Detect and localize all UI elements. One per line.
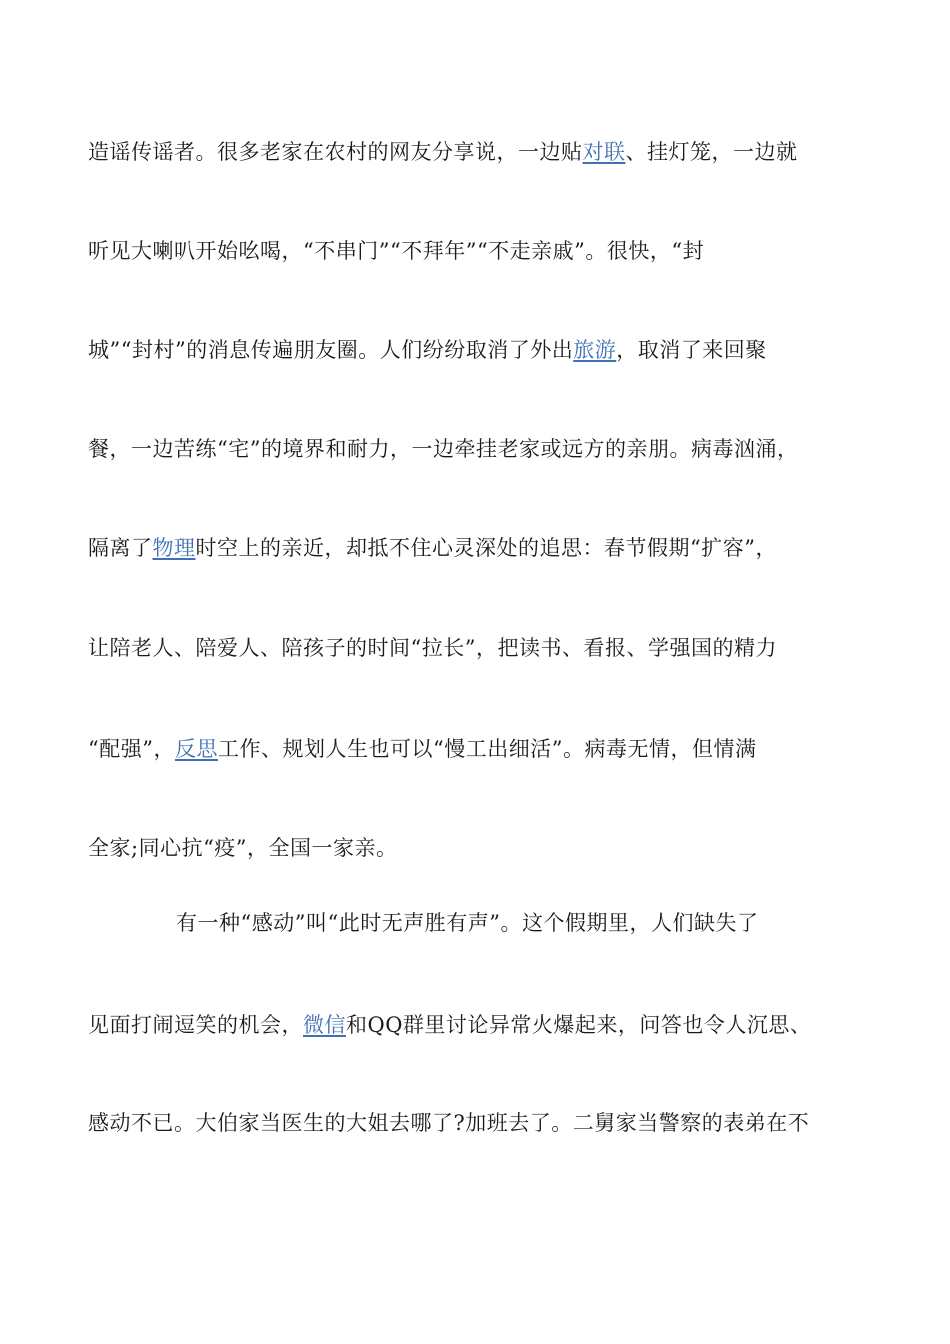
text-segment: 造谣传谣者。很多老家在农村的网友分享说，一边贴 [88,140,583,164]
text-segment: 餐，一边苦练“宅”的境界和耐力，一边牵挂老家或远方的亲朋。病毒汹涌， [88,437,799,461]
text-line-7 [88,735,756,763]
text-line-11 [88,1109,809,1137]
text-segment: 工作、规划人生也可以“慢工出细活”。病毒无情，但情满 [217,737,757,761]
link-lvyou[interactable]: 旅游 [573,338,617,362]
text-segment: 时空上的亲近，却抵不住心灵深处的追思：春节假期“扩容”， [195,536,777,560]
link-weixin[interactable]: 微信 [303,1013,346,1037]
text-segment: 全家;同心抗“疫”，全国一家亲。 [88,836,398,860]
text-line-6 [88,634,777,662]
link-fansi[interactable]: 反思 [174,737,218,761]
text-segment: 感动不已。大伯家当医生的大姐去哪了?加班去了。二舅家当警察的表弟在不 [88,1111,810,1135]
text-line-8 [88,834,398,862]
text-line-4 [88,435,798,463]
text-line-9 [176,909,758,937]
text-line-5 [88,534,777,562]
text-line-2 [88,237,704,265]
text-segment: 让陪老人、陪爱人、陪孩子的时间“拉长”，把读书、看报、学强国的精力 [88,636,777,660]
text-segment: 城”“封村”的消息传遍朋友圈。人们纷纷取消了外出 [88,338,574,362]
text-line-1 [88,138,798,166]
text-segment: 听见大喇叭开始吆喝，“不串门”“不拜年”“不走亲戚”。很快，“封 [88,239,705,263]
text-line-3 [88,336,767,364]
text-segment: ，取消了来回聚 [616,338,767,362]
text-segment: 、挂灯笼，一边就 [625,140,798,164]
text-segment: “配强”， [88,737,175,761]
text-line-10 [88,1011,811,1039]
text-segment: 隔离了 [88,536,153,560]
text-segment: 见面打闹逗笑的机会， [88,1013,303,1037]
text-segment: 有一种“感动”叫“此时无声胜有声”。这个假期里，人们缺失了 [176,911,759,935]
link-duilian[interactable]: 对联 [582,140,626,164]
link-wuli[interactable]: 物理 [152,536,196,560]
text-segment: 和QQ群里讨论异常火爆起来，问答也令人沉思、 [346,1013,812,1037]
